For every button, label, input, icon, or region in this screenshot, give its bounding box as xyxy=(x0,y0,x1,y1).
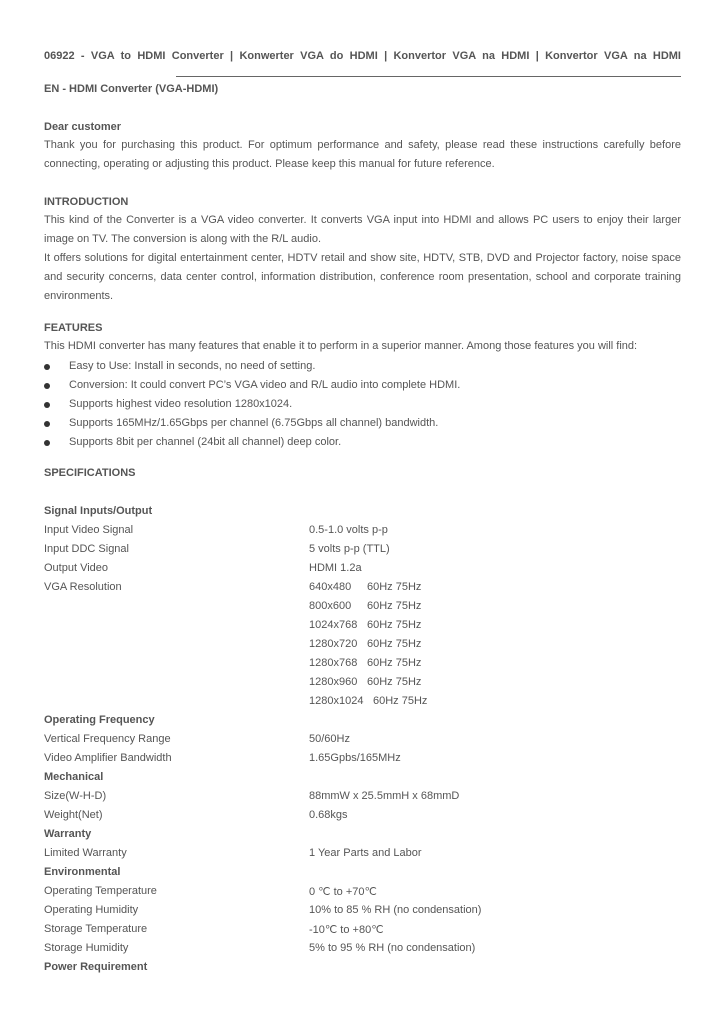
spec-row-size: Size(W-H-D) 88mmW x 25.5mmH x 68mmD xyxy=(44,790,460,802)
bullet-icon xyxy=(44,364,50,370)
spec-row-output-video: Output Video HDMI 1.2a xyxy=(44,562,362,574)
refresh-rate: 60Hz 75Hz xyxy=(367,581,422,593)
warranty-heading: Warranty xyxy=(44,828,92,840)
intro-heading: INTRODUCTION xyxy=(44,196,129,208)
refresh-rate: 60Hz 75Hz xyxy=(367,619,422,631)
resolution-value: 800x600 xyxy=(309,600,352,612)
spec-row-operating-temperature: Operating Temperature 0 ℃ to +70℃ xyxy=(44,885,377,898)
spec-row-input-video: Input Video Signal 0.5-1.0 volts p-p xyxy=(44,524,388,536)
environmental-heading: Environmental xyxy=(44,866,121,878)
signal-heading: Signal Inputs/Output xyxy=(44,505,153,517)
spec-row-weight: Weight(Net) 0.68kgs xyxy=(44,809,348,821)
features-heading: FEATURES xyxy=(44,322,103,334)
resolution-value: 1024x768 xyxy=(309,619,358,631)
features-lead: This HDMI converter has many features that enable it to perform in a superior manner. Among those features you will find: xyxy=(44,340,638,352)
spec-row-resolution xyxy=(44,676,681,695)
document-title: 06922 - VGA to HDMI Converter | Konwerter VGA do HDMI | Konvertor VGA na HDMI | Konvertor VGA na HDMI xyxy=(44,50,681,62)
resolution-value: 640x480 xyxy=(309,581,352,593)
spec-row-resolution xyxy=(44,657,681,676)
specs-heading: SPECIFICATIONS xyxy=(44,467,136,479)
opfreq-heading: Operating Frequency xyxy=(44,714,155,726)
spec-row-resolution xyxy=(44,695,681,714)
dear-heading: Dear customer xyxy=(44,121,122,133)
bullet-icon xyxy=(44,440,50,446)
title-divider xyxy=(176,76,681,77)
spec-row-resolution xyxy=(44,619,681,638)
refresh-rate: 60Hz 75Hz xyxy=(373,695,428,707)
bullet-icon xyxy=(44,402,50,408)
resolution-value: 1280x720 xyxy=(309,638,358,650)
refresh-rate: 60Hz 75Hz xyxy=(367,676,422,688)
spec-row-amplifier-bandwidth: Video Amplifier Bandwidth 1.65Gpbs/165MHz xyxy=(44,752,401,764)
resolution-value: 1280x960 xyxy=(309,676,358,688)
intro-paragraph-2: It offers solutions for digital entertainment center, HDTV retail and show site, HDTV, STB, DVD and Projector factory, noise space and security concerns, data center control, information distribution, conference room presentation, school and corporate training environments. xyxy=(44,252,681,302)
spec-row-storage-temperature: Storage Temperature -10℃ to +80℃ xyxy=(44,923,384,936)
spec-row-vertical-frequency: Vertical Frequency Range 50/60Hz xyxy=(44,733,350,745)
dear-paragraph: Thank you for purchasing this product. For optimum performance and safety, please read these instructions carefully before connecting, operating or adjusting this product. Please keep this manual for future reference. xyxy=(44,139,681,170)
mechanical-heading: Mechanical xyxy=(44,771,104,783)
spec-row-resolution xyxy=(44,600,681,619)
spec-row-input-ddc: Input DDC Signal 5 volts p-p (TTL) xyxy=(44,543,390,555)
intro-paragraph-1: This kind of the Converter is a VGA video converter. It converts VGA input into HDMI and allows PC users to enjoy their larger image on TV. The conversion is along with the R/L audio. xyxy=(44,214,681,245)
refresh-rate: 60Hz 75Hz xyxy=(367,638,422,650)
bullet-icon xyxy=(44,421,50,427)
spec-row-operating-humidity: Operating Humidity 10% to 85 % RH (no condensation) xyxy=(44,904,482,916)
spec-row-warranty: Limited Warranty 1 Year Parts and Labor xyxy=(44,847,422,859)
section-subtitle: EN - HDMI Converter (VGA-HDMI) xyxy=(44,83,219,95)
power-heading: Power Requirement xyxy=(44,961,148,973)
resolution-value: 1280x768 xyxy=(309,657,358,669)
refresh-rate: 60Hz 75Hz xyxy=(367,600,422,612)
spec-row-vga-resolution: VGA Resolution 640x480 60Hz 75Hz xyxy=(44,581,422,593)
resolution-value: 1280x1024 xyxy=(309,695,364,707)
bullet-icon xyxy=(44,383,50,389)
spec-row-storage-humidity: Storage Humidity 5% to 95 % RH (no condensation) xyxy=(44,942,476,954)
refresh-rate: 60Hz 75Hz xyxy=(367,657,422,669)
spec-row-resolution xyxy=(44,638,681,657)
